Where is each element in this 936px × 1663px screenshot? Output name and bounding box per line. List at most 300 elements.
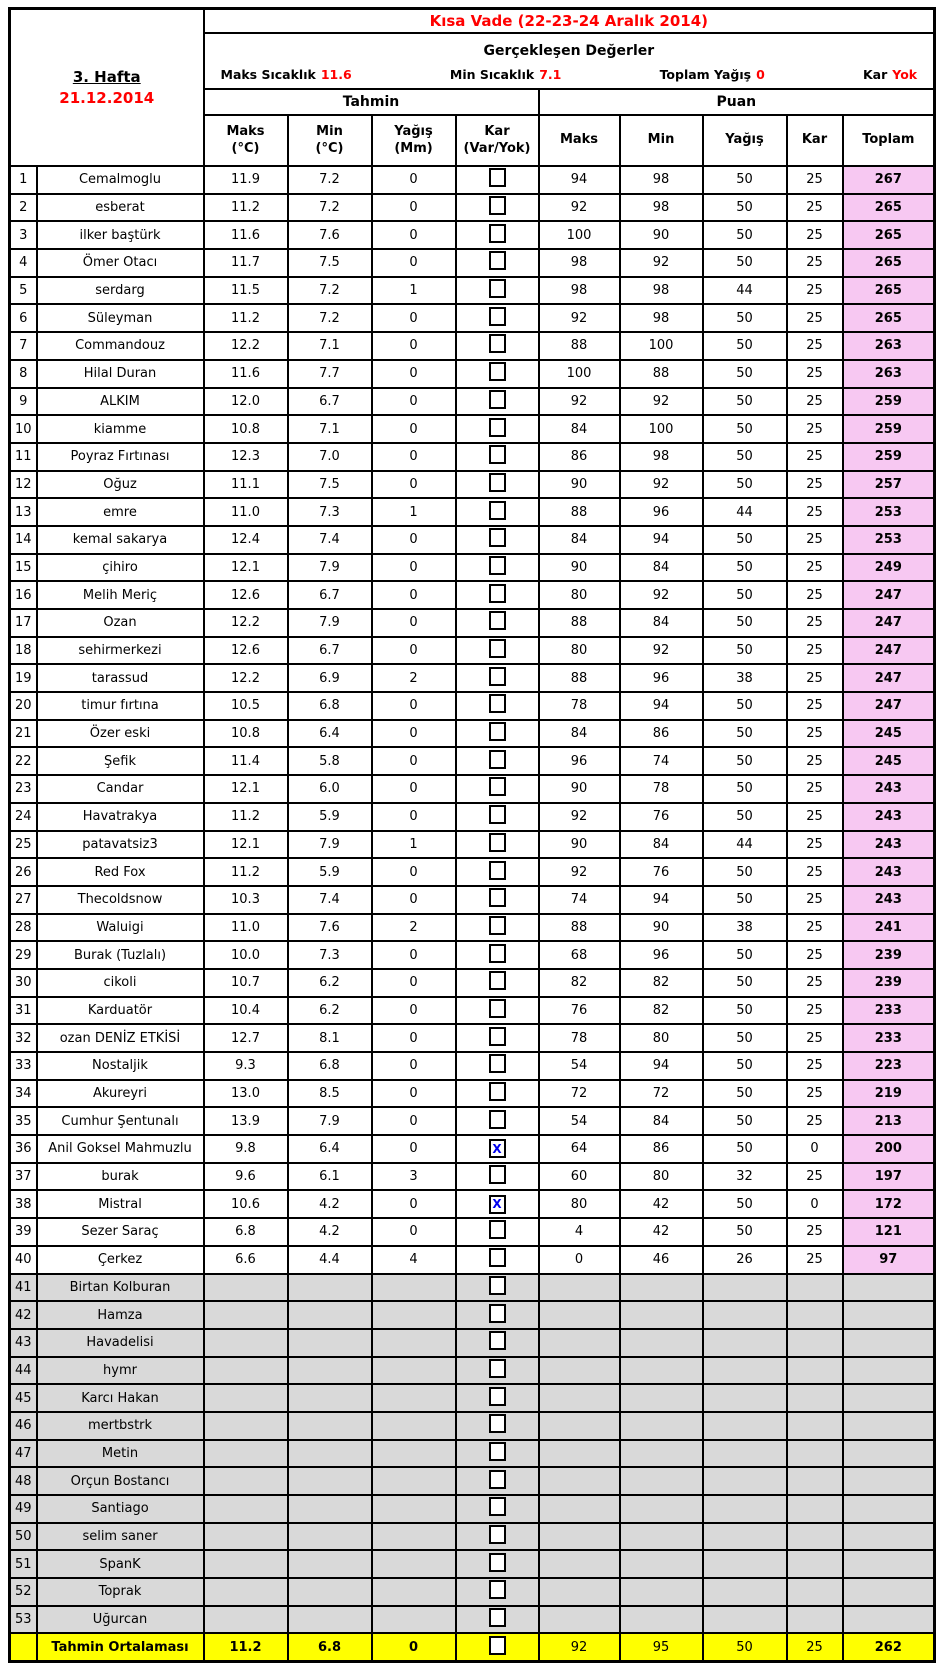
forecast-maks-cell xyxy=(204,1495,288,1523)
rank-cell: 34 xyxy=(10,1080,37,1108)
player-name-cell: Melih Meriç xyxy=(37,581,204,609)
forecast-min-cell: 7.5 xyxy=(288,471,372,499)
forecast-maks-cell xyxy=(204,1578,288,1606)
forecast-yagis-cell: 0 xyxy=(372,332,456,360)
kar-cell xyxy=(456,1135,539,1163)
rank-cell: 15 xyxy=(10,554,37,582)
player-name-cell: Birtan Kolburan xyxy=(37,1274,204,1302)
kar-checkbox[interactable] xyxy=(489,1414,506,1433)
col-header-toplam xyxy=(843,115,935,166)
score-kar-cell xyxy=(787,1274,843,1302)
rank-cell: 19 xyxy=(10,664,37,692)
player-name-cell: Karcı Hakan xyxy=(37,1384,204,1412)
forecast-maks-cell xyxy=(204,1329,288,1357)
col-label: Toplam xyxy=(862,132,915,148)
forecast-maks-cell: 6.8 xyxy=(204,1218,288,1246)
kar-cell xyxy=(456,1606,539,1634)
total-cell: 247 xyxy=(843,664,935,692)
table-row xyxy=(10,1606,935,1634)
forecast-maks-cell: 6.6 xyxy=(204,1246,288,1274)
score-maks-cell: 4 xyxy=(539,1218,620,1246)
kar-checkbox[interactable] xyxy=(489,750,506,769)
kar-checkbox[interactable] xyxy=(489,1082,506,1101)
average-label: Tahmin Ortalaması xyxy=(37,1633,204,1662)
table-row xyxy=(10,997,935,1025)
total-cell: 200 xyxy=(843,1135,935,1163)
score-maks-cell xyxy=(539,1329,620,1357)
kar-checkbox[interactable] xyxy=(489,1220,506,1239)
kar-checkbox[interactable] xyxy=(489,1442,506,1461)
col-label: Kar xyxy=(801,132,828,148)
forecast-maks-cell: 11.2 xyxy=(204,803,288,831)
score-yagis-cell: 50 xyxy=(703,941,787,969)
score-min-cell: 72 xyxy=(620,1080,703,1108)
score-kar-cell xyxy=(787,1384,843,1412)
kar-checkbox[interactable] xyxy=(489,334,506,353)
score-yagis-cell xyxy=(703,1467,787,1495)
kar-cell xyxy=(456,609,539,637)
kar-checkbox[interactable] xyxy=(489,1608,506,1627)
total-cell xyxy=(843,1329,935,1357)
table-row xyxy=(10,775,935,803)
col-header-score-yagis xyxy=(703,115,787,166)
forecast-yagis-cell xyxy=(372,1467,456,1495)
kar-cell xyxy=(456,692,539,720)
score-kar-cell: 25 xyxy=(787,498,843,526)
total-cell: 247 xyxy=(843,692,935,720)
rank-cell: 17 xyxy=(10,609,37,637)
forecast-yagis-cell: 0 xyxy=(372,886,456,914)
kar-cell xyxy=(456,720,539,748)
actual-label: Min Sıcaklık xyxy=(449,67,535,82)
kar-checkbox[interactable] xyxy=(489,168,506,187)
kar-checkbox[interactable] xyxy=(489,418,506,437)
forecast-min-cell: 7.2 xyxy=(288,277,372,305)
table-row xyxy=(10,360,935,388)
rank-cell: 23 xyxy=(10,775,37,803)
score-yagis-cell: 50 xyxy=(703,1107,787,1135)
kar-cell xyxy=(456,360,539,388)
score-kar-cell xyxy=(787,1412,843,1440)
player-name-cell: ALKIM xyxy=(37,388,204,416)
kar-checkbox[interactable] xyxy=(489,861,506,880)
kar-checkbox[interactable] xyxy=(489,971,506,990)
player-name-cell: sehirmerkezi xyxy=(37,637,204,665)
total-cell: 263 xyxy=(843,360,935,388)
total-cell: 263 xyxy=(843,332,935,360)
kar-checkbox[interactable]: X xyxy=(489,1139,506,1158)
player-name-cell: timur fırtına xyxy=(37,692,204,720)
table-row xyxy=(10,1107,935,1135)
kar-checkbox[interactable] xyxy=(489,805,506,824)
kar-checkbox[interactable] xyxy=(489,1248,506,1267)
kar-cell xyxy=(456,1246,539,1274)
forecast-min-cell: 6.2 xyxy=(288,969,372,997)
forecast-yagis-cell: 0 xyxy=(372,1633,456,1662)
rank-cell: 18 xyxy=(10,637,37,665)
kar-checkbox[interactable] xyxy=(489,639,506,658)
kar-checkbox[interactable] xyxy=(489,722,506,741)
kar-checkbox[interactable] xyxy=(489,1636,506,1655)
kar-checkbox[interactable] xyxy=(489,611,506,630)
score-maks-cell: 96 xyxy=(539,747,620,775)
kar-cell xyxy=(456,997,539,1025)
rank-cell: 11 xyxy=(10,443,37,471)
score-maks-cell xyxy=(539,1384,620,1412)
score-yagis-cell: 50 xyxy=(703,443,787,471)
player-name-cell: kemal sakarya xyxy=(37,526,204,554)
score-maks-cell: 72 xyxy=(539,1080,620,1108)
kar-checkbox[interactable] xyxy=(489,501,506,520)
score-yagis-cell: 50 xyxy=(703,581,787,609)
score-maks-cell: 54 xyxy=(539,1052,620,1080)
total-cell: 259 xyxy=(843,388,935,416)
kar-checkbox[interactable] xyxy=(489,251,506,270)
score-min-cell: 92 xyxy=(620,249,703,277)
forecast-maks-cell: 11.0 xyxy=(204,914,288,942)
forecast-yagis-cell: 0 xyxy=(372,692,456,720)
rank-cell: 25 xyxy=(10,831,37,859)
total-cell: 267 xyxy=(843,166,935,194)
player-name-cell: Waluigi xyxy=(37,914,204,942)
kar-cell xyxy=(456,914,539,942)
forecast-maks-cell: 11.6 xyxy=(204,221,288,249)
total-cell: 243 xyxy=(843,803,935,831)
score-maks-cell xyxy=(539,1523,620,1551)
forecast-min-cell: 7.5 xyxy=(288,249,372,277)
kar-checkbox[interactable] xyxy=(489,584,506,603)
score-kar-cell xyxy=(787,1301,843,1329)
score-yagis-cell: 50 xyxy=(703,775,787,803)
score-min-cell: 92 xyxy=(620,471,703,499)
rank-cell: 5 xyxy=(10,277,37,305)
total-cell: 247 xyxy=(843,609,935,637)
forecast-yagis-cell: 0 xyxy=(372,249,456,277)
score-yagis-cell: 50 xyxy=(703,388,787,416)
score-min-cell: 88 xyxy=(620,360,703,388)
score-min-cell xyxy=(620,1274,703,1302)
rank-cell: 8 xyxy=(10,360,37,388)
table-row xyxy=(10,1467,935,1495)
kar-checkbox[interactable] xyxy=(489,1054,506,1073)
forecast-maks-cell: 11.4 xyxy=(204,747,288,775)
kar-cell xyxy=(456,1163,539,1191)
total-cell: 259 xyxy=(843,443,935,471)
forecast-maks-cell: 10.0 xyxy=(204,941,288,969)
score-yagis-cell: 50 xyxy=(703,1052,787,1080)
kar-checkbox[interactable] xyxy=(489,944,506,963)
kar-cell xyxy=(456,1495,539,1523)
forecast-min-cell: 6.1 xyxy=(288,1163,372,1191)
kar-checkbox[interactable] xyxy=(489,445,506,464)
score-yagis-cell: 50 xyxy=(703,194,787,222)
player-name-cell: Çerkez xyxy=(37,1246,204,1274)
score-min-cell xyxy=(620,1412,703,1440)
forecast-maks-cell: 11.5 xyxy=(204,277,288,305)
score-maks-cell: 100 xyxy=(539,360,620,388)
kar-checkbox[interactable] xyxy=(489,307,506,326)
player-name-cell: emre xyxy=(37,498,204,526)
forecast-maks-cell xyxy=(204,1274,288,1302)
score-yagis-cell xyxy=(703,1440,787,1468)
kar-checkbox[interactable] xyxy=(489,473,506,492)
rank-cell: 51 xyxy=(10,1550,37,1578)
kar-cell xyxy=(456,1329,539,1357)
score-maks-cell: 86 xyxy=(539,443,620,471)
forecast-maks-cell xyxy=(204,1440,288,1468)
total-cell: 213 xyxy=(843,1107,935,1135)
table-row xyxy=(10,304,935,332)
rank-cell: 46 xyxy=(10,1412,37,1440)
score-maks-cell xyxy=(539,1301,620,1329)
rank-cell: 45 xyxy=(10,1384,37,1412)
rank-cell: 49 xyxy=(10,1495,37,1523)
kar-cell xyxy=(456,664,539,692)
score-kar-cell: 25 xyxy=(787,1163,843,1191)
kar-checkbox[interactable] xyxy=(489,667,506,686)
kar-checkbox[interactable] xyxy=(489,279,506,298)
kar-checkbox[interactable] xyxy=(489,694,506,713)
kar-checkbox[interactable] xyxy=(489,1110,506,1129)
forecast-min-cell: 4.2 xyxy=(288,1190,372,1218)
score-min-cell: 86 xyxy=(620,720,703,748)
score-kar-cell: 25 xyxy=(787,664,843,692)
rank-cell: 14 xyxy=(10,526,37,554)
kar-checkbox[interactable] xyxy=(489,777,506,796)
actual-kar xyxy=(863,67,917,82)
score-kar-cell: 25 xyxy=(787,415,843,443)
score-kar-cell: 25 xyxy=(787,1052,843,1080)
kar-cell xyxy=(456,1384,539,1412)
total-cell xyxy=(843,1301,935,1329)
kar-checkbox[interactable] xyxy=(489,1497,506,1516)
score-yagis-cell: 50 xyxy=(703,997,787,1025)
score-maks-cell: 92 xyxy=(539,304,620,332)
forecast-min-cell: 7.0 xyxy=(288,443,372,471)
forecast-maks-cell: 12.6 xyxy=(204,637,288,665)
table-row xyxy=(10,526,935,554)
player-name-cell: Candar xyxy=(37,775,204,803)
score-min-cell: 98 xyxy=(620,443,703,471)
forecast-min-cell: 7.2 xyxy=(288,194,372,222)
score-maks-cell: 88 xyxy=(539,914,620,942)
kar-cell xyxy=(456,886,539,914)
table-row xyxy=(10,886,935,914)
total-cell: 233 xyxy=(843,1024,935,1052)
rank-cell: 53 xyxy=(10,1606,37,1634)
actual-toplam-yagis xyxy=(660,67,765,82)
score-kar-cell: 25 xyxy=(787,360,843,388)
rank-cell xyxy=(10,1633,37,1662)
table-row xyxy=(10,194,935,222)
table-row xyxy=(10,1550,935,1578)
forecast-maks-cell: 12.2 xyxy=(204,664,288,692)
player-name-cell: Cemalmoglu xyxy=(37,166,204,194)
actual-label: Maks Sıcaklık xyxy=(220,67,316,82)
score-maks-cell: 90 xyxy=(539,831,620,859)
forecast-min-cell: 6.7 xyxy=(288,581,372,609)
score-min-cell: 96 xyxy=(620,941,703,969)
kar-checkbox[interactable] xyxy=(489,1165,506,1184)
score-min-cell: 94 xyxy=(620,1052,703,1080)
score-maks-cell: 78 xyxy=(539,692,620,720)
forecast-maks-cell xyxy=(204,1550,288,1578)
forecast-yagis-cell: 1 xyxy=(372,498,456,526)
kar-checkbox[interactable] xyxy=(489,1470,506,1489)
col-label: Maks xyxy=(226,124,265,140)
score-yagis-cell: 50 xyxy=(703,609,787,637)
rank-cell: 30 xyxy=(10,969,37,997)
kar-cell xyxy=(456,1107,539,1135)
rank-cell: 3 xyxy=(10,221,37,249)
forecast-maks-cell: 9.3 xyxy=(204,1052,288,1080)
forecast-yagis-cell: 0 xyxy=(372,1107,456,1135)
kar-checkbox[interactable] xyxy=(489,888,506,907)
score-min-cell: 80 xyxy=(620,1163,703,1191)
forecast-min-cell: 7.9 xyxy=(288,831,372,859)
forecast-min-cell: 7.7 xyxy=(288,360,372,388)
score-min-cell: 82 xyxy=(620,997,703,1025)
kar-cell xyxy=(456,775,539,803)
kar-checkbox[interactable] xyxy=(489,1580,506,1599)
score-maks-cell: 98 xyxy=(539,249,620,277)
forecast-maks-cell: 11.1 xyxy=(204,471,288,499)
forecast-maks-cell: 10.5 xyxy=(204,692,288,720)
player-name-cell: Uğurcan xyxy=(37,1606,204,1634)
forecast-maks-cell: 13.0 xyxy=(204,1080,288,1108)
score-yagis-cell xyxy=(703,1523,787,1551)
forecast-yagis-cell xyxy=(372,1550,456,1578)
kar-checkbox[interactable] xyxy=(489,224,506,243)
score-kar-cell: 25 xyxy=(787,443,843,471)
forecast-min-cell: 8.5 xyxy=(288,1080,372,1108)
col-header-score-maks xyxy=(539,115,620,166)
forecast-yagis-cell: 0 xyxy=(372,443,456,471)
rank-cell: 24 xyxy=(10,803,37,831)
kar-cell xyxy=(456,249,539,277)
kar-checkbox[interactable] xyxy=(489,1553,506,1572)
forecast-min-cell xyxy=(288,1440,372,1468)
kar-checkbox[interactable]: X xyxy=(489,1195,506,1214)
score-kar-cell xyxy=(787,1440,843,1468)
total-cell: 265 xyxy=(843,249,935,277)
col-header-score-kar xyxy=(787,115,843,166)
rank-cell: 13 xyxy=(10,498,37,526)
forecast-min-cell: 7.6 xyxy=(288,914,372,942)
forecast-maks-cell xyxy=(204,1523,288,1551)
score-kar-cell: 25 xyxy=(787,941,843,969)
kar-cell xyxy=(456,637,539,665)
kar-cell xyxy=(456,1523,539,1551)
kar-checkbox[interactable] xyxy=(489,1304,506,1323)
report-title-cell xyxy=(204,9,935,34)
forecast-maks-cell: 11.2 xyxy=(204,194,288,222)
forecast-maks-cell xyxy=(204,1467,288,1495)
score-yagis-cell: 44 xyxy=(703,498,787,526)
rank-cell: 48 xyxy=(10,1467,37,1495)
rank-cell: 33 xyxy=(10,1052,37,1080)
kar-checkbox[interactable] xyxy=(489,528,506,547)
table-row xyxy=(10,747,935,775)
player-name-cell: Mistral xyxy=(37,1190,204,1218)
kar-checkbox[interactable] xyxy=(489,1331,506,1350)
player-name-cell: Metin xyxy=(37,1440,204,1468)
total-cell: 249 xyxy=(843,554,935,582)
forecast-maks-cell: 10.4 xyxy=(204,997,288,1025)
forecast-yagis-cell: 0 xyxy=(372,1135,456,1163)
score-min-cell xyxy=(620,1495,703,1523)
rank-cell: 50 xyxy=(10,1523,37,1551)
score-kar-cell xyxy=(787,1550,843,1578)
rank-cell: 40 xyxy=(10,1246,37,1274)
player-name-cell: Red Fox xyxy=(37,858,204,886)
forecast-min-cell xyxy=(288,1412,372,1440)
forecast-yagis-cell: 0 xyxy=(372,858,456,886)
table-row xyxy=(10,1246,935,1274)
score-kar-cell: 0 xyxy=(787,1135,843,1163)
forecast-maks-cell: 12.3 xyxy=(204,443,288,471)
player-name-cell: cikoli xyxy=(37,969,204,997)
total-cell: 245 xyxy=(843,720,935,748)
score-min-cell: 84 xyxy=(620,609,703,637)
score-yagis-cell xyxy=(703,1301,787,1329)
kar-checkbox[interactable] xyxy=(489,1027,506,1046)
score-yagis-cell: 50 xyxy=(703,1190,787,1218)
total-cell: 265 xyxy=(843,221,935,249)
score-kar-cell xyxy=(787,1606,843,1634)
kar-checkbox[interactable] xyxy=(489,196,506,215)
forecast-yagis-cell: 0 xyxy=(372,194,456,222)
total-cell xyxy=(843,1523,935,1551)
forecast-yagis-cell: 0 xyxy=(372,581,456,609)
table-row xyxy=(10,969,935,997)
total-cell: 265 xyxy=(843,304,935,332)
total-cell: 243 xyxy=(843,886,935,914)
kar-checkbox[interactable] xyxy=(489,833,506,852)
kar-checkbox[interactable] xyxy=(489,556,506,575)
table-row xyxy=(10,1135,935,1163)
player-name-cell: Toprak xyxy=(37,1578,204,1606)
kar-checkbox[interactable] xyxy=(489,1525,506,1544)
kar-checkbox[interactable] xyxy=(489,916,506,935)
forecast-maks-cell: 11.2 xyxy=(204,304,288,332)
score-yagis-cell xyxy=(703,1329,787,1357)
kar-checkbox[interactable] xyxy=(489,362,506,381)
score-maks-cell: 80 xyxy=(539,637,620,665)
kar-checkbox[interactable] xyxy=(489,999,506,1018)
score-yagis-cell: 50 xyxy=(703,969,787,997)
total-cell xyxy=(843,1578,935,1606)
kar-checkbox[interactable] xyxy=(489,1359,506,1378)
total-cell xyxy=(843,1467,935,1495)
kar-checkbox[interactable] xyxy=(489,1276,506,1295)
score-maks-cell xyxy=(539,1495,620,1523)
score-yagis-cell: 50 xyxy=(703,858,787,886)
forecast-maks-cell xyxy=(204,1301,288,1329)
player-name-cell: burak xyxy=(37,1163,204,1191)
kar-checkbox[interactable] xyxy=(489,1387,506,1406)
col-label: Maks xyxy=(559,132,599,148)
player-name-cell: Karduatör xyxy=(37,997,204,1025)
rank-cell: 36 xyxy=(10,1135,37,1163)
kar-cell xyxy=(456,858,539,886)
score-kar-cell: 25 xyxy=(787,775,843,803)
kar-checkbox[interactable] xyxy=(489,390,506,409)
table-row xyxy=(10,941,935,969)
score-yagis-cell: 50 xyxy=(703,415,787,443)
rank-cell: 20 xyxy=(10,692,37,720)
kar-cell xyxy=(456,1633,539,1662)
